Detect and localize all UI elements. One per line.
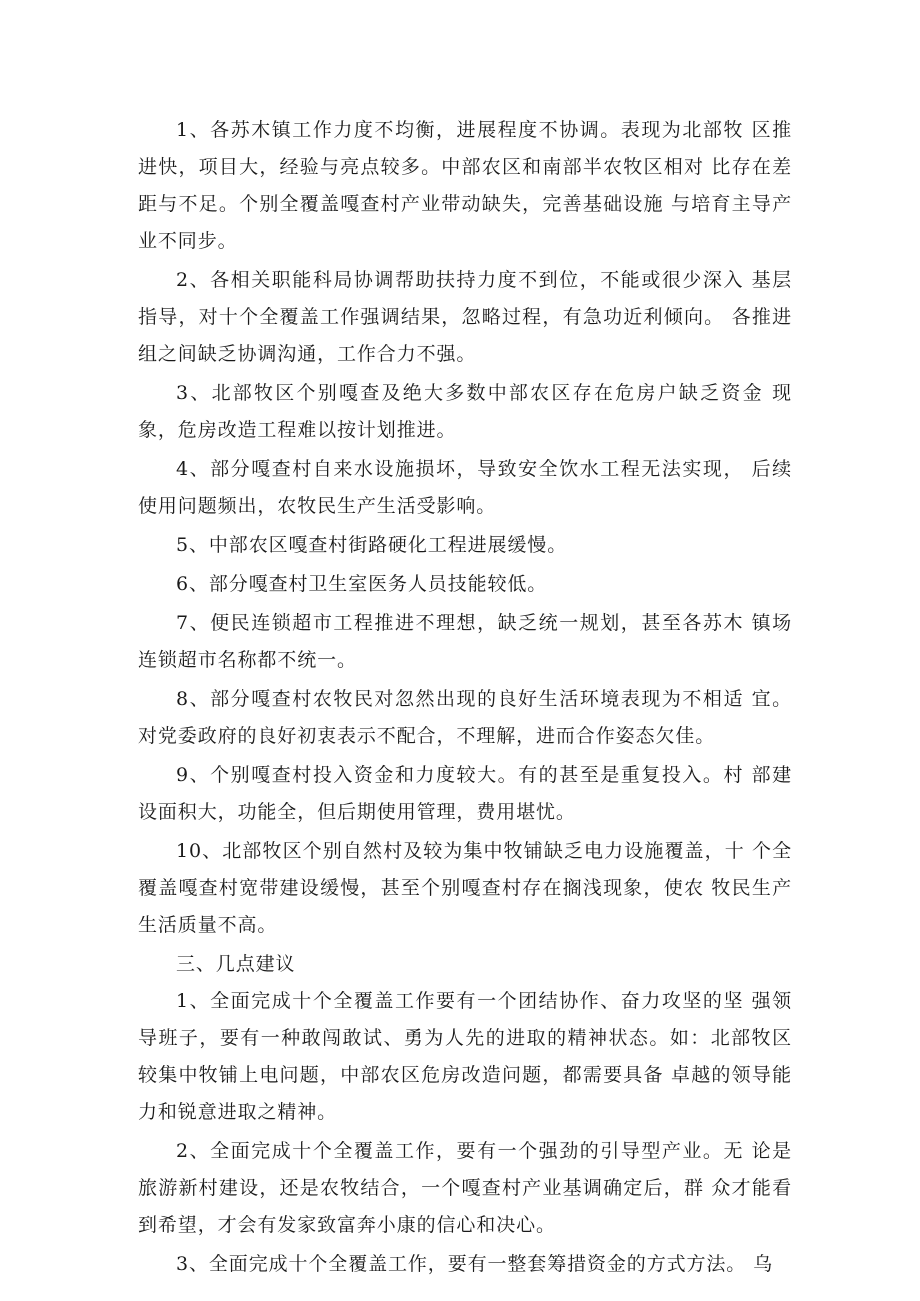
problem-paragraph-9: 9、个别嘎查村投入资金和力度较大。有的甚至是重复投入。村 部建设面积大，功能全，但后期使用管理，费用堪忧。 (138, 764, 792, 823)
problem-paragraph-10: 10、北部牧区个别自然村及较为集中牧铺缺乏电力设施覆盖，十 个全覆盖嘎查村宽带建设缓慢，甚至个别嘎查村存在搁浅现象，使农 牧民生产生活质量不高。 (138, 840, 792, 936)
problem-paragraph-8: 8、部分嘎查村农牧民对忽然出现的良好生活环境表现为不相适 宜。对党委政府的良好初衷表示不配合，不理解，进而合作姿态欠佳。 (138, 688, 792, 747)
problem-paragraph-5: 5、中部农区嘎查村街路硬化工程进展缓慢。 (176, 534, 568, 556)
problem-paragraph-7: 7、便民连锁超市工程推进不理想，缺乏统一规划，甚至各苏木 镇场连锁超市名称都不统一。 (138, 612, 792, 671)
suggestion-paragraph-1: 1、全面完成十个全覆盖工作要有一个团结协作、奋力攻坚的坚 强领导班子，要有一种敢闯敢试、勇为人先的进取的精神状态。如：北部牧区较集中牧铺上电问题，中部农区危房改造问题，都需要具备 卓越的领导能力和锐意进取之精神。 (138, 990, 792, 1123)
problem-paragraph-1: 1、各苏木镇工作力度不均衡，进展程度不协调。表现为北部牧 区推进快，项目大，经验与亮点较多。中部农区和南部半农牧区相对 比存在差距与不足。个别全覆盖嘎查村产业带动缺失，完善基础设施 与培育主导产业不同步。 (138, 119, 792, 252)
problem-paragraph-4: 4、部分嘎查村自来水设施损坏，导致安全饮水工程无法实现， 后续使用问题频出，农牧民生产生活受影响。 (138, 458, 792, 517)
section-heading: 三、几点建议 (176, 953, 296, 975)
problem-paragraph-6: 6、部分嘎查村卫生室医务人员技能较低。 (176, 573, 548, 595)
suggestion-paragraph-3: 3、全面完成十个全覆盖工作，要有一整套筹措资金的方式方法。 乌 (176, 1253, 774, 1275)
problem-paragraph-3: 3、北部牧区个别嘎查及绝大多数中部农区存在危房户缺乏资金 现象，危房改造工程难以按计划推进。 (138, 382, 792, 441)
suggestion-paragraph-2: 2、全面完成十个全覆盖工作，要有一个强劲的引导型产业。无 论是旅游新村建设，还是农牧结合，一个嘎查村产业基调确定后，群 众才能看到希望，才会有发家致富奔小康的信心和决心。 (138, 1140, 792, 1236)
problem-paragraph-2: 2、各相关职能科局协调帮助扶持力度不到位，不能或很少深入 基层指导，对十个全覆盖工作强调结果，忽略过程，有急功近利倾向。 各推进组之间缺乏协调沟通，工作合力不强。 (138, 269, 792, 365)
document-body (138, 112, 792, 1283)
